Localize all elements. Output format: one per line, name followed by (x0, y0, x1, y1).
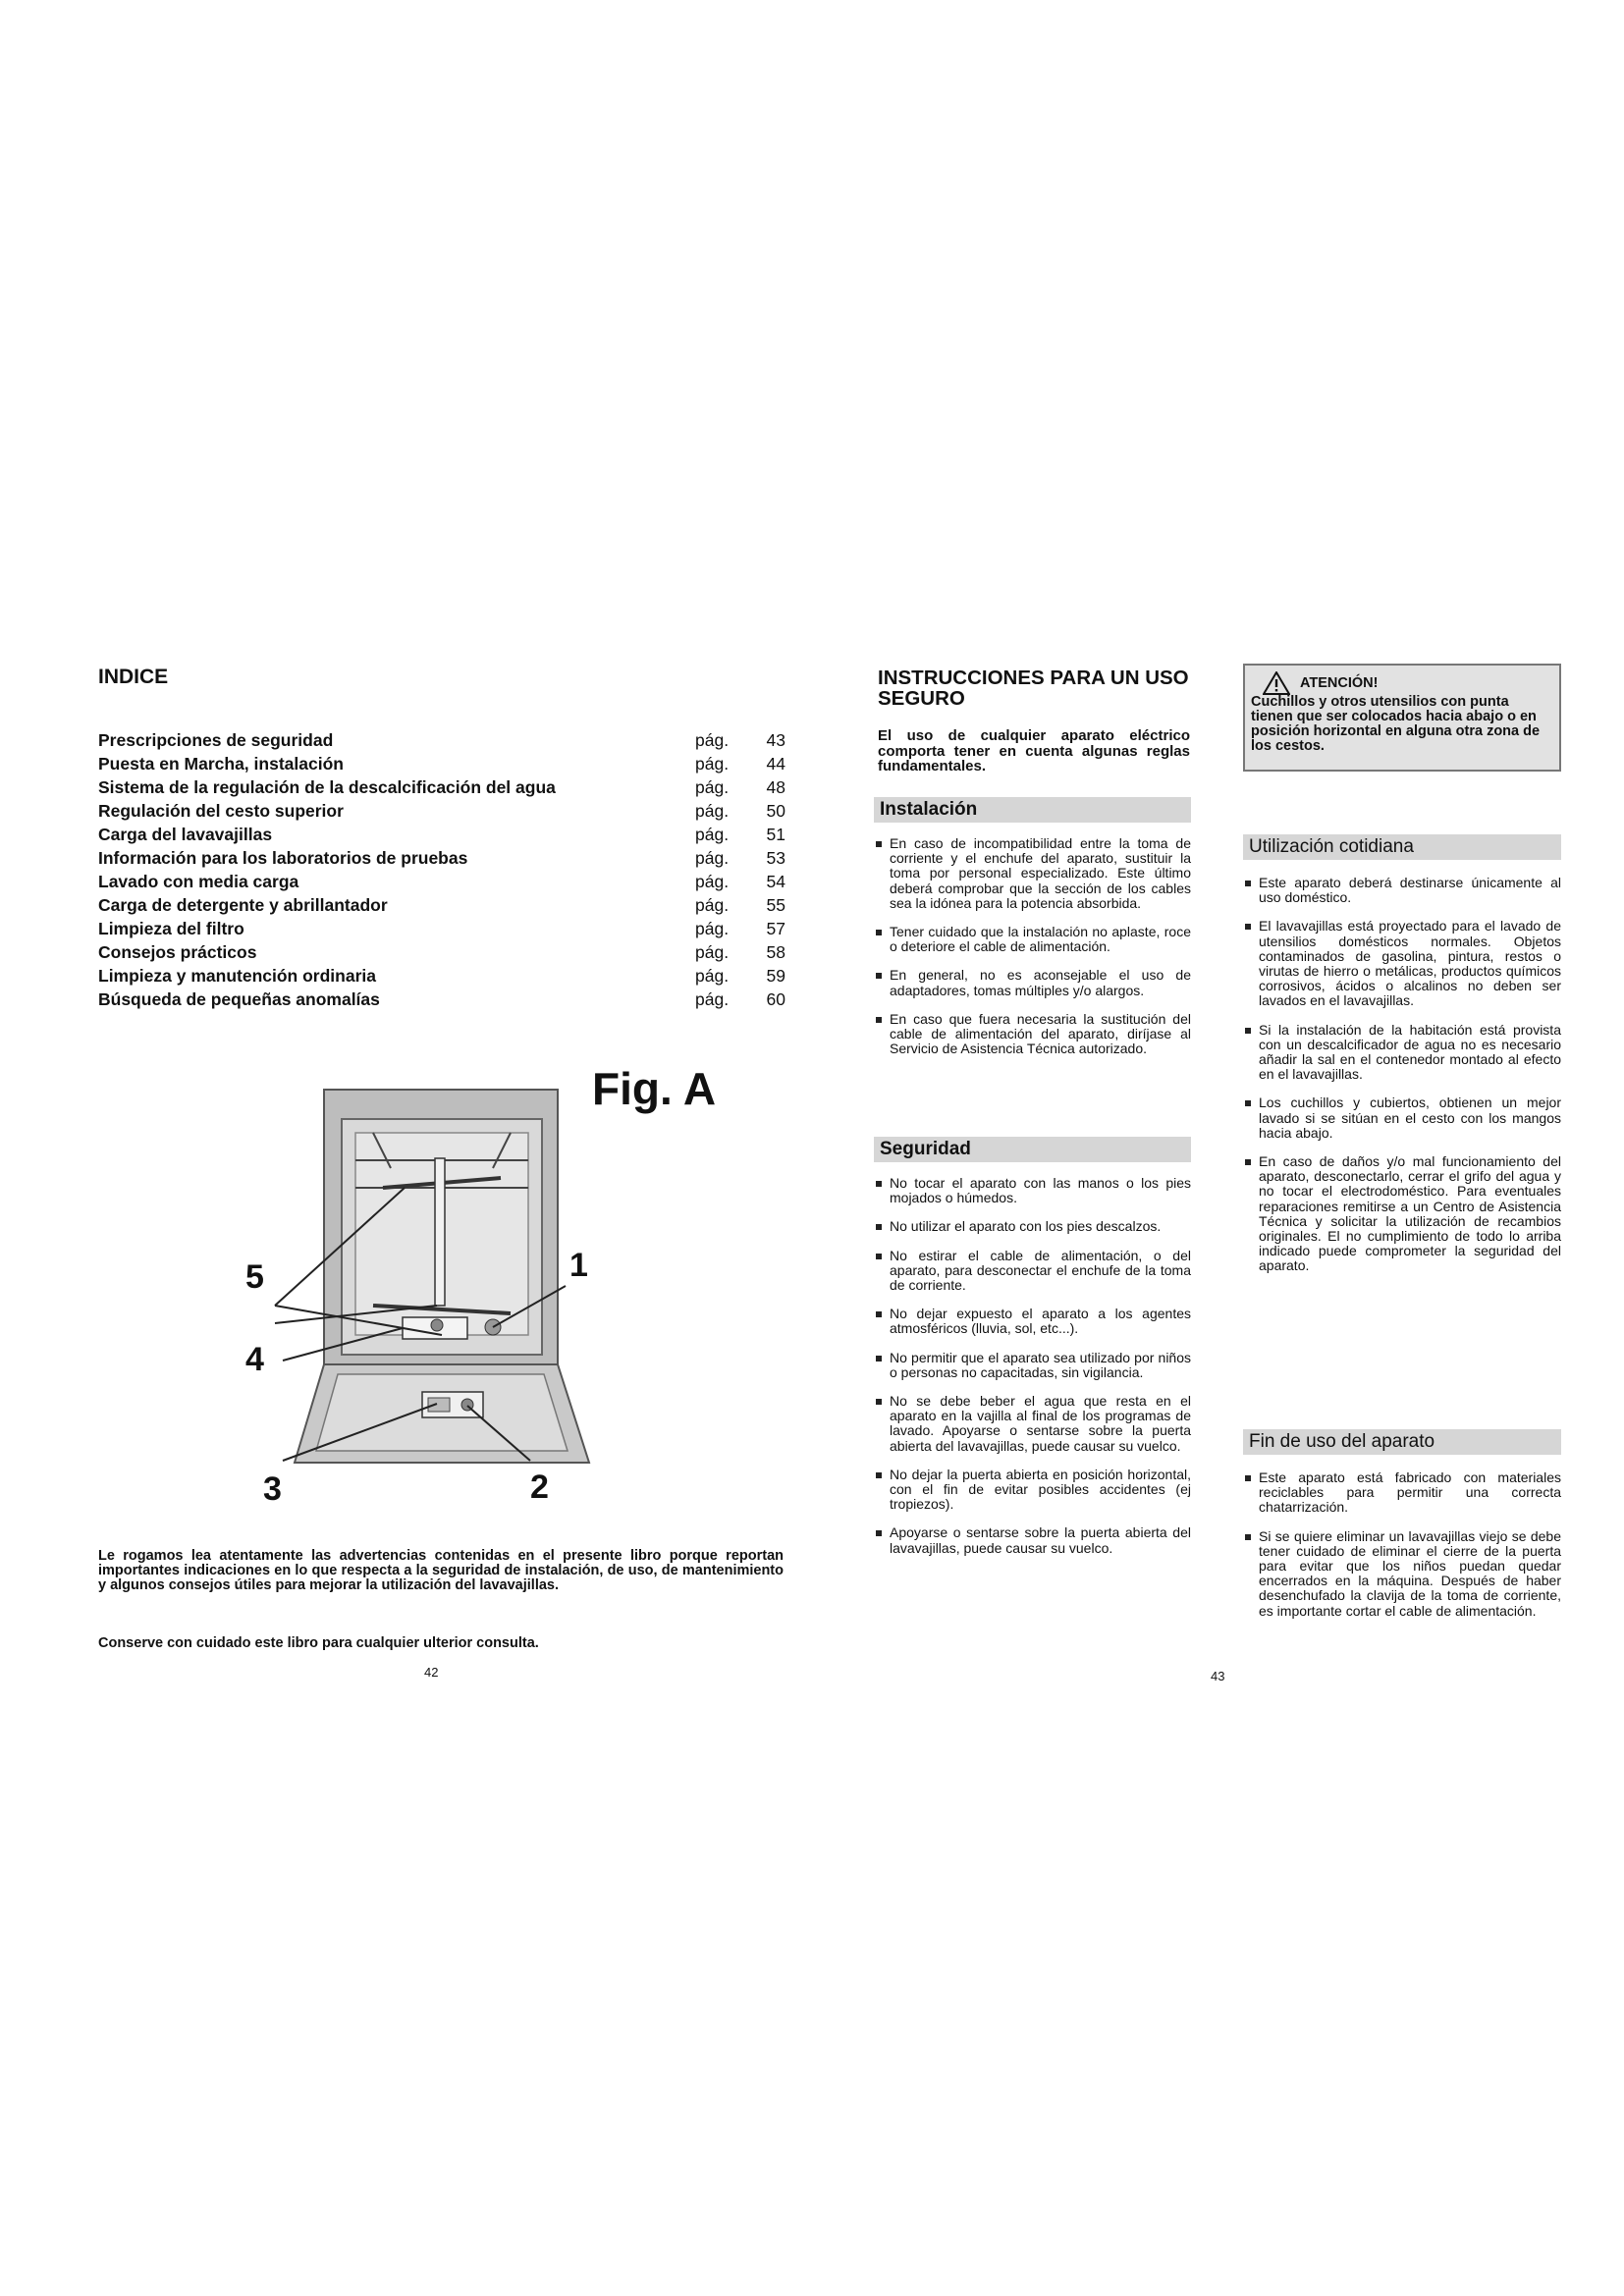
toc-label: Limpieza y manutención ordinaria (98, 966, 376, 986)
toc-page-number: 44 (766, 754, 785, 774)
bullet-list (874, 1176, 1191, 1556)
page-number: 43 (1211, 1669, 1225, 1683)
list-item: Los cuchillos y cubiertos, obtienen un mejor lavado si se sitúan en el cesto con los mangos hacia abajo. (1243, 1095, 1561, 1141)
attention-box (1243, 664, 1561, 772)
section-seguridad (874, 1137, 1191, 1570)
list-item: Este aparato está fabricado con materiales reciclables para permitir una correcta chatarrización. (1243, 1470, 1561, 1516)
callout-label: 4 (245, 1341, 264, 1378)
toc-row (98, 848, 785, 872)
toc-label: Carga de detergente y abrillantador (98, 895, 388, 915)
table-of-contents (98, 730, 785, 1013)
callout-label: 1 (569, 1247, 588, 1284)
toc-row (98, 919, 785, 942)
list-item: Si la instalación de la habitación está provista con un descalcificador de agua no es necesario añadir la sal en el contenedor montado al efecto en el lavavajillas. (1243, 1023, 1561, 1083)
toc-row (98, 895, 785, 919)
index-title: INDICE (98, 666, 169, 688)
list-item: No dejar expuesto el aparato a los agentes atmosféricos (lluvia, sol, etc...). (874, 1307, 1191, 1336)
toc-page-number: 43 (766, 730, 785, 750)
attention-header (1263, 671, 1553, 695)
safety-intro: El uso de cualquier aparato eléctrico comporta tener en cuenta algunas reglas fundamentales. (878, 727, 1190, 774)
attention-heading: ATENCIÓN! (1300, 674, 1379, 691)
list-item: El lavavajillas está proyectado para el lavado de utensilios domésticos normales. Objetos contaminados de gasolina, pintura, restos o virutas de hierro o metálicas, productos químicos corrosivos, ácidos o alcalinos no deben ser lavados en el lavavajillas. (1243, 919, 1561, 1008)
toc-label: Carga del lavavajillas (98, 825, 273, 844)
toc-row (98, 754, 785, 777)
toc-row (98, 777, 785, 801)
toc-page-number: 54 (766, 872, 785, 891)
section-heading: Seguridad (874, 1137, 1191, 1162)
toc-pag: pág. (695, 989, 730, 1009)
toc-row (98, 801, 785, 825)
toc-page-number: 48 (766, 777, 785, 797)
toc-page-number: 59 (766, 966, 785, 986)
list-item: En general, no es aconsejable el uso de adaptadores, tomas múltiples y/o alargos. (874, 968, 1191, 997)
intro-paragraph: Le rogamos lea atentamente las advertencias contenidas en el presente libro porque reportan importantes indicaciones en lo que respecta a la seguridad de instalación, de uso, de mantenimiento y algunos consejos útiles para mejorar la utilización del lavavajillas. (98, 1548, 784, 1593)
toc-label: Consejos prácticos (98, 942, 257, 962)
list-item: No utilizar el aparato con los pies descalzos. (874, 1219, 1191, 1234)
toc-pag: pág. (695, 942, 730, 962)
toc-page-number: 55 (766, 895, 785, 915)
toc-page-number: 58 (766, 942, 785, 962)
toc-pag: pág. (695, 754, 730, 774)
callout-label: 3 (263, 1470, 282, 1508)
safety-title: INSTRUCCIONES PARA UN USO SEGURO (878, 667, 1189, 710)
section-instalacion (874, 797, 1191, 1070)
callout-label: 2 (530, 1468, 549, 1506)
list-item: No se debe beber el agua que resta en el aparato en la vajilla al final de los programas de lavado. Apoyarse o sentarse sobre la puerta abierta del lavavajillas, puede causar su vuelco. (874, 1394, 1191, 1454)
toc-pag: pág. (695, 730, 730, 750)
attention-text: Cuchillos y otros utensilios con punta tienen que ser colocados hacia abajo o en posición horizontal en alguna otra zona de los cestos. (1251, 694, 1541, 754)
figure-title: Fig. A (592, 1063, 717, 1114)
toc-pag: pág. (695, 848, 730, 868)
list-item: No tocar el aparato con las manos o los pies mojados o húmedos. (874, 1176, 1191, 1205)
list-item: Apoyarse o sentarse sobre la puerta abierta del lavavajillas, puede causar su vuelco. (874, 1525, 1191, 1555)
callout-label: 5 (245, 1258, 264, 1296)
toc-row (98, 872, 785, 895)
list-item: En caso que fuera necesaria la sustitución del cable de alimentación del aparato, diríjase al Servicio de Asistencia Técnica autorizado. (874, 1012, 1191, 1057)
toc-label: Sistema de la regulación de la descalcificación del agua (98, 777, 556, 797)
toc-label: Limpieza del filtro (98, 919, 244, 938)
toc-pag: pág. (695, 872, 730, 891)
conserve-paragraph: Conserve con cuidado este libro para cualquier ulterior consulta. (98, 1635, 539, 1651)
toc-pag: pág. (695, 919, 730, 938)
toc-page-number: 53 (766, 848, 785, 868)
list-item: No permitir que el aparato sea utilizado por niños o personas no capacitadas, sin vigilancia. (874, 1351, 1191, 1380)
page-number: 42 (424, 1665, 439, 1680)
bullet-list (874, 836, 1191, 1056)
bullet-list (1243, 876, 1561, 1274)
list-item: Si se quiere eliminar un lavavajillas viejo se debe tener cuidado de eliminar el cierre de la puerta para evitar que los niños puedan quedar encerrados en la máquina. Después de haber desenchufado la clavija de la toma de corriente, es importante cortar el cable de alimentación. (1243, 1529, 1561, 1619)
list-item: Este aparato deberá destinarse únicamente al uso doméstico. (1243, 876, 1561, 905)
list-item: En caso de daños y/o mal funcionamiento del aparato, desconectarlo, cerrar el grifo del agua y no tocar el electrodoméstico. Para eventuales reparaciones remitirse a un Centro de Asistencia Técnica y solicitar la utilización de recambios originales. El no cumplimiento de todo lo arriba indicado puede comprometer la seguridad del aparato. (1243, 1154, 1561, 1274)
toc-pag: pág. (695, 801, 730, 821)
toc-row (98, 966, 785, 989)
warning-icon (1263, 671, 1290, 695)
section-heading: Utilización cotidiana (1243, 834, 1561, 860)
toc-row (98, 825, 785, 848)
dishwasher-illustration (236, 1070, 609, 1522)
section-utilizacion (1243, 834, 1561, 1288)
toc-row (98, 989, 785, 1013)
toc-label: Regulación del cesto superior (98, 801, 344, 821)
toc-page-number: 51 (766, 825, 785, 844)
toc-row (98, 730, 785, 754)
toc-label: Lavado con media carga (98, 872, 299, 891)
toc-pag: pág. (695, 966, 730, 986)
toc-label: Búsqueda de pequeñas anomalías (98, 989, 380, 1009)
list-item: No dejar la puerta abierta en posición horizontal, con el fin de evitar posibles accidentes (ej tropiezos). (874, 1468, 1191, 1513)
toc-pag: pág. (695, 895, 730, 915)
toc-label: Prescripciones de seguridad (98, 730, 334, 750)
toc-page-number: 50 (766, 801, 785, 821)
section-heading: Fin de uso del aparato (1243, 1429, 1561, 1455)
list-item: Tener cuidado que la instalación no aplaste, roce o deteriore el cable de alimentación. (874, 925, 1191, 954)
toc-page-number: 60 (766, 989, 785, 1009)
bullet-list (1243, 1470, 1561, 1619)
toc-page-number: 57 (766, 919, 785, 938)
toc-row (98, 942, 785, 966)
section-heading: Instalación (874, 797, 1191, 823)
toc-label: Información para los laboratorios de pruebas (98, 848, 468, 868)
toc-pag: pág. (695, 825, 730, 844)
list-item: En caso de incompatibilidad entre la toma de corriente y el enchufe del aparato, sustituir la toma por personal especializado. Este último deberá comprobar que la sección de los cables sea la idónea para la potencia absorbida. (874, 836, 1191, 911)
section-fin-de-uso (1243, 1429, 1561, 1632)
toc-pag: pág. (695, 777, 730, 797)
toc-label: Puesta en Marcha, instalación (98, 754, 344, 774)
list-item: No estirar el cable de alimentación, o del aparato, para desconectar el enchufe de la toma de corriente. (874, 1249, 1191, 1294)
